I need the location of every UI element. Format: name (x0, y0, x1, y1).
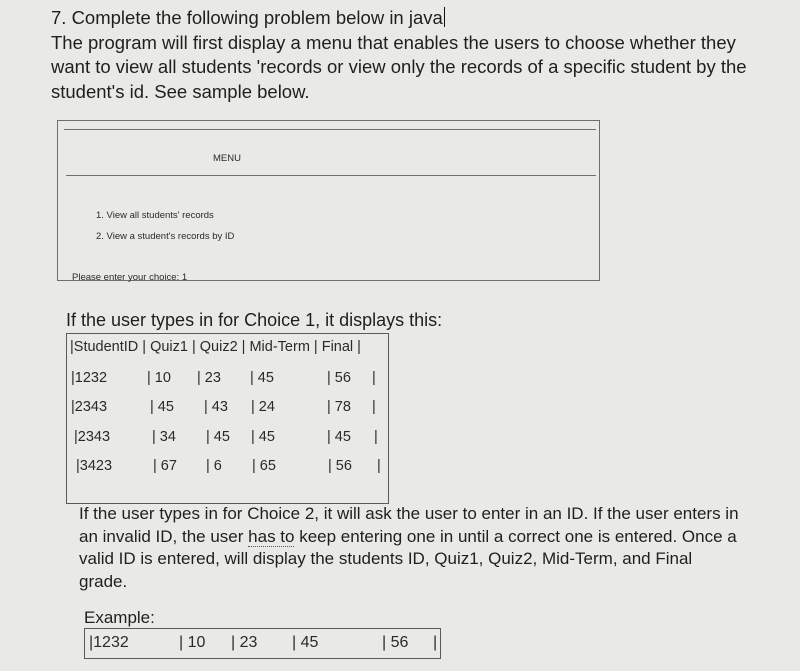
midterm-cell: | 45 (250, 370, 274, 386)
midterm-cell: | 65 (252, 458, 276, 474)
final-cell: | 56 (328, 458, 352, 474)
quiz1-cell: | 10 (147, 370, 171, 386)
example-record-box (84, 628, 441, 659)
quiz1-cell: | 34 (152, 429, 176, 445)
choice1-description: If the user types in for Choice 1, it displays this: (66, 310, 443, 330)
final-cell: | 56 (382, 634, 409, 651)
problem-title: 7. Complete the following problem below in java (51, 7, 443, 28)
menu-title: MENU (213, 153, 241, 164)
final-cell: | 45 (327, 429, 351, 445)
quiz2-cell: | 23 (197, 370, 221, 386)
final-cell: | 78 (327, 399, 351, 415)
midterm-cell: | 45 (251, 429, 275, 445)
choice2-line-3: valid ID is entered, will display the students ID, Quiz1, Quiz2, Mid-Term, and Final (79, 549, 693, 568)
choice2-description (79, 503, 794, 593)
row-end-cell: | (433, 634, 438, 651)
row-end-cell: | (372, 399, 376, 415)
quiz2-cell: | 43 (204, 399, 228, 415)
quiz2-cell: | 45 (206, 429, 230, 445)
quiz2-cell: | 6 (206, 458, 222, 474)
table-row (67, 458, 388, 478)
quiz1-cell: | 10 (179, 634, 206, 651)
choice2-line-2-start: an invalid ID, the user (79, 526, 249, 546)
quiz1-cell: | 67 (153, 458, 177, 474)
quiz2-cell: | 23 (231, 634, 258, 651)
choice2-line-2-end: keep entering one in until a correct one is entered. Once a (294, 526, 737, 546)
row-end-cell: | (377, 458, 381, 474)
menu-sample-box (57, 120, 600, 281)
final-cell: | 56 (327, 370, 351, 386)
table-row (67, 399, 388, 419)
problem-line-2: The program will first display a menu that enables the users to choose whether they (51, 31, 736, 53)
menu-choice-prompt: Please enter your choice: 1 (72, 272, 188, 283)
problem-line-3: want to view all students 'records or view only the records of a specific student by the (51, 56, 747, 77)
problem-line-4: student's id. See sample below. (51, 80, 310, 102)
problem-statement (51, 6, 796, 104)
student-id-cell: |2343 (74, 429, 111, 445)
records-table (66, 333, 389, 504)
menu-top-rule (64, 129, 596, 130)
student-id-cell: |1232 (71, 370, 108, 386)
choice2-line-4: grade. (79, 571, 128, 591)
student-id-cell: |1232 (89, 634, 129, 651)
choice2-line-2 (79, 526, 794, 549)
menu-option-view-all: 1. View all students' records (96, 210, 214, 221)
row-end-cell: | (372, 370, 376, 386)
quiz1-cell: | 45 (150, 399, 174, 415)
table-row (67, 370, 388, 390)
menu-option-view-by-id: 2. View a student's records by ID (96, 231, 235, 242)
problem-line-1 (51, 6, 796, 31)
student-id-cell: |2343 (71, 399, 108, 415)
choice2-line-1: If the user types in for Choice 2, it will ask the user to enter in an ID. If the user enters in (79, 504, 739, 523)
menu-divider-rule (66, 175, 596, 176)
spellcheck-underlined-phrase: has to (248, 526, 295, 546)
table-header: |StudentID | Quiz1 | Quiz2 | Mid-Term | Final | (70, 339, 361, 355)
text-cursor (444, 7, 445, 27)
student-id-cell: |3423 (76, 458, 113, 474)
row-end-cell: | (374, 429, 378, 445)
table-row (67, 429, 388, 449)
example-label: Example: (84, 608, 155, 627)
midterm-cell: | 24 (251, 399, 275, 415)
midterm-cell: | 45 (292, 634, 319, 651)
